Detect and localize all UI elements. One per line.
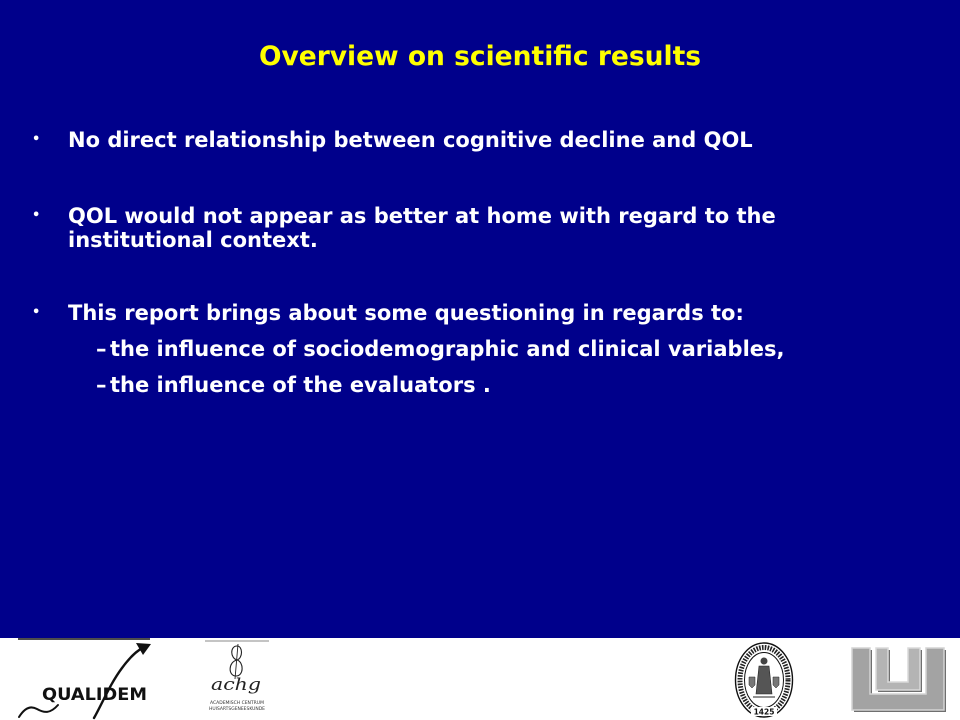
qualidem-swoosh	[94, 647, 144, 718]
sub-bullet-item	[96, 337, 910, 361]
slide-title: Overview on scientific results	[258, 41, 702, 72]
seal-figure-head	[761, 658, 768, 665]
bullet-item	[32, 204, 828, 252]
qualidem-wave	[19, 705, 58, 717]
qualidem-arrowhead-icon	[136, 643, 151, 655]
achg-subtitle-line: ACADEMISCH CENTRUM	[210, 700, 265, 705]
achg-emblem-staff	[235, 644, 238, 679]
bullet-text: This report brings about some questioning in regards to:	[68, 301, 744, 325]
seal-figure-body	[756, 666, 772, 694]
dash-icon: –	[96, 373, 107, 397]
achg-logo	[203, 638, 271, 720]
achg-subtitle-line: HUISARTSGENEESKUNDE	[209, 706, 266, 711]
bullet-item	[32, 128, 828, 152]
dash-icon: –	[96, 337, 107, 361]
sub-bullet-text: the influence of the evaluators .	[110, 373, 491, 397]
bullet-icon: •	[32, 132, 41, 147]
bullet-icon: •	[32, 305, 41, 320]
university-emblem-logo	[850, 646, 948, 714]
bullet-text: QOL would not appear as better at home with regard to the institutional context.	[68, 204, 776, 252]
university-seal-logo	[733, 641, 795, 719]
emblem-inner-u-icon	[876, 648, 920, 690]
qualidem-logo	[16, 638, 156, 720]
logo-footer	[0, 638, 960, 720]
achg-wordmark: achg	[211, 675, 262, 695]
qualidem-wordmark: QUALIDEM	[42, 685, 147, 705]
emblem-outer-u-icon	[852, 648, 944, 710]
seal-year: 1425	[753, 707, 775, 717]
bullet-icon: •	[32, 208, 41, 223]
bullet-text: No direct relationship between cognitive decline and QOL	[68, 128, 753, 152]
sub-bullet-text: the influence of sociodemographic and clinical variables,	[110, 337, 785, 361]
sub-bullet-item	[96, 373, 910, 397]
bullet-item	[32, 301, 828, 325]
